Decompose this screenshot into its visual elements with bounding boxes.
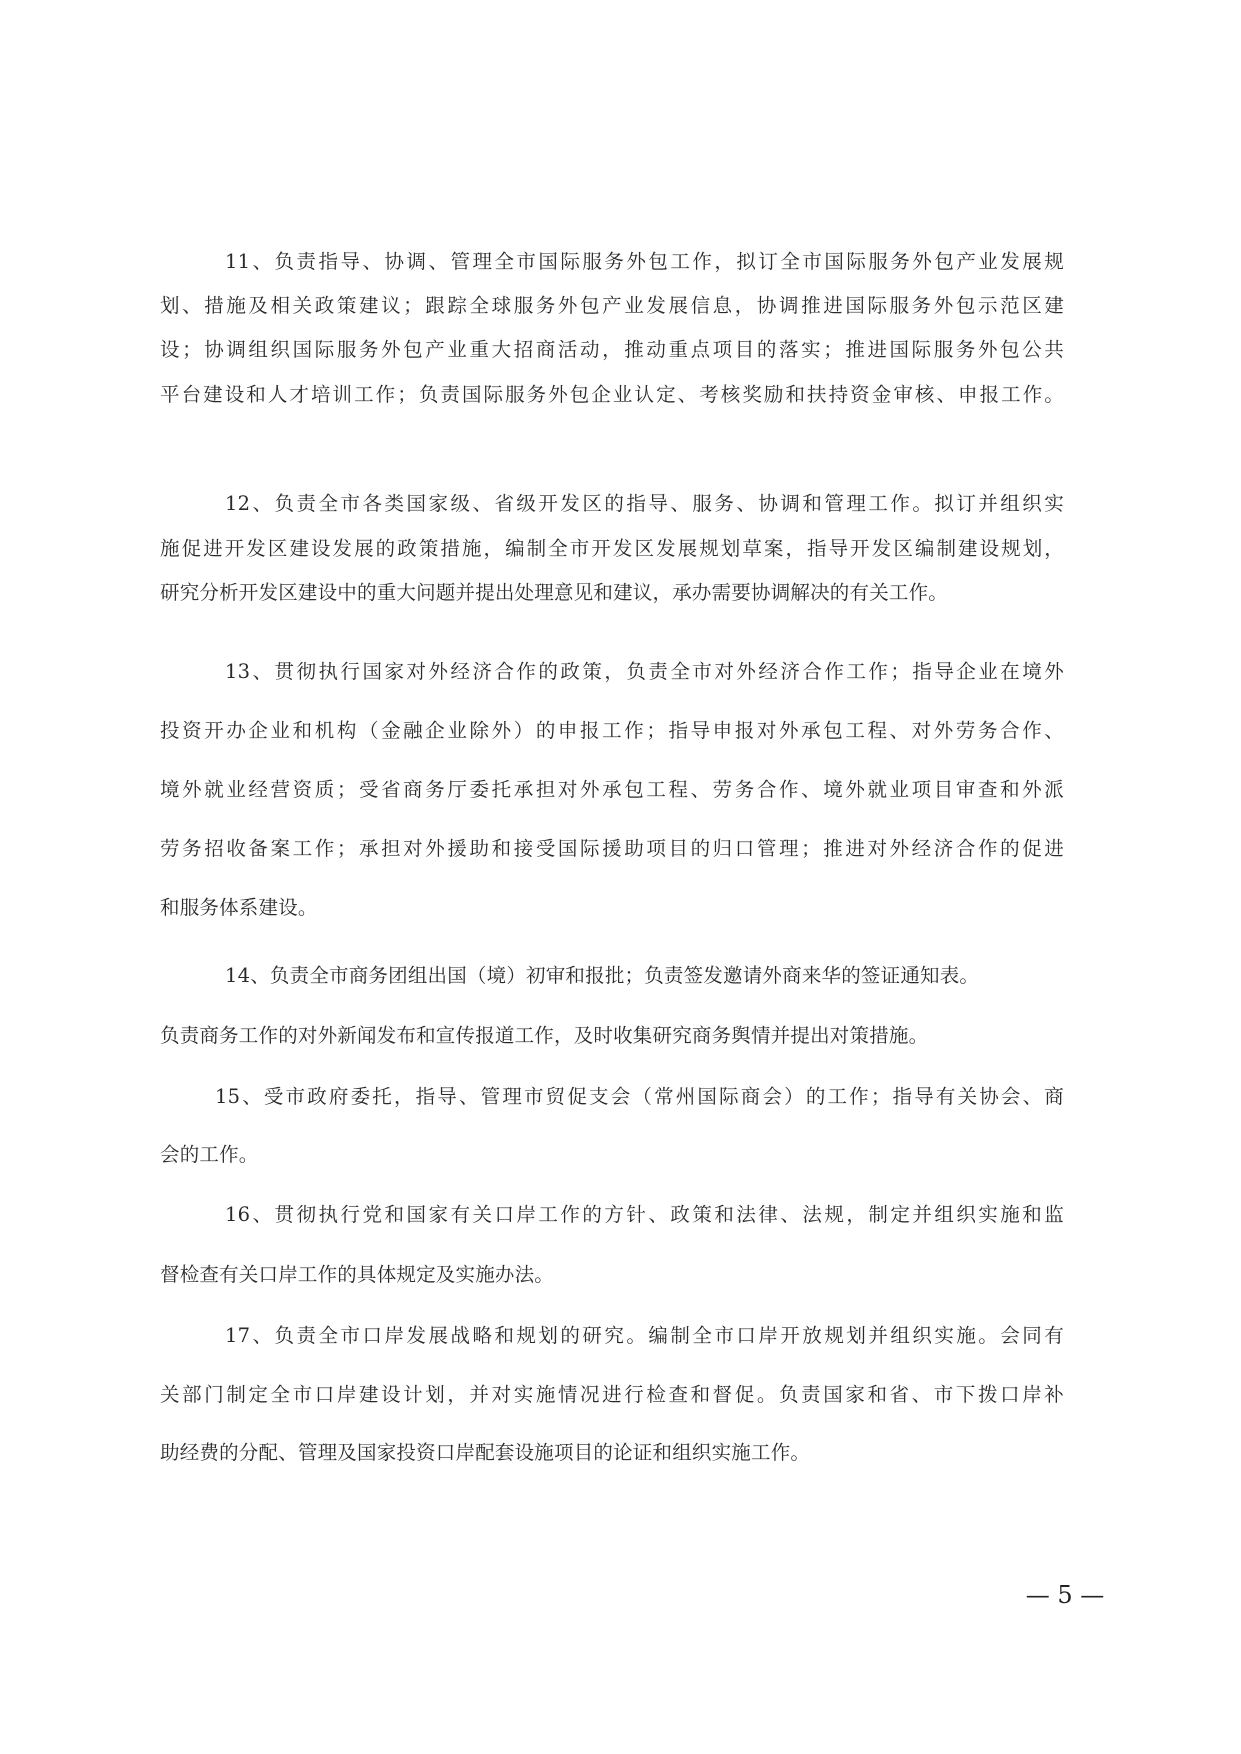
paragraph-line: 划、措施及相关政策建议；跟踪全球服务外包产业发展信息，协调推进国际服务外包示范区建 bbox=[160, 294, 1064, 317]
paragraph-line: 设；协调组织国际服务外包产业重大招商活动，推动重点项目的落实；推进国际服务外包公共 bbox=[160, 338, 1064, 361]
paragraph-line: 督检查有关口岸工作的具体规定及实施办法。 bbox=[160, 1263, 555, 1286]
page-number: — 5 — bbox=[1025, 1581, 1105, 1609]
paragraph-line: 15、受市政府委托，指导、管理市贸促支会（常州国际商会）的工作；指导有关协会、商 bbox=[215, 1085, 1064, 1108]
paragraph-line: 平台建设和人才培训工作；负责国际服务外包企业认定、考核奖励和扶持资金审核、申报工作。 bbox=[160, 383, 1064, 406]
paragraph-line: 负责商务工作的对外新闻发布和宣传报道工作，及时收集研究商务舆情并提出对策措施。 bbox=[160, 1024, 929, 1047]
paragraph-line: 17、负责全市口岸发展战略和规划的研究。编制全市口岸开放规划并组织实施。会同有 bbox=[225, 1324, 1064, 1347]
paragraph-line: 研究分析开发区建设中的重大问题并提出处理意见和建议，承办需要协调解决的有关工作。 bbox=[160, 581, 949, 604]
paragraph-line: 助经费的分配、管理及国家投资口岸配套设施项目的论证和组织实施工作。 bbox=[160, 1441, 811, 1464]
paragraph-line: 12、负责全市各类国家级、省级开发区的指导、服务、协调和管理工作。拟订并组织实 bbox=[225, 492, 1064, 515]
paragraph-line: 会的工作。 bbox=[160, 1143, 259, 1166]
paragraph-line: 关部门制定全市口岸建设计划，并对实施情况进行检查和督促。负责国家和省、市下拨口岸补 bbox=[160, 1383, 1064, 1406]
paragraph-line: 16、贯彻执行党和国家有关口岸工作的方针、政策和法律、法规，制定并组织实施和监 bbox=[225, 1203, 1064, 1226]
paragraph-line: 13、贯彻执行国家对外经济合作的政策，负责全市对外经济合作工作；指导企业在境外 bbox=[225, 660, 1064, 683]
paragraph-line: 劳务招收备案工作；承担对外援助和接受国际援助项目的归口管理；推进对外经济合作的促进 bbox=[160, 837, 1064, 860]
paragraph-line: 施促进开发区建设发展的政策措施，编制全市开发区发展规划草案，指导开发区编制建设规划， bbox=[160, 537, 1064, 560]
paragraph-line: 14、负责全市商务团组出国（境）初审和报批；负责签发邀请外商来华的签证通知表。 bbox=[225, 964, 980, 987]
paragraph-line: 境外就业经营资质；受省商务厅委托承担对外承包工程、劳务合作、境外就业项目审查和外派 bbox=[160, 778, 1064, 801]
paragraph-line: 11、负责指导、协调、管理全市国际服务外包工作，拟订全市国际服务外包产业发展规 bbox=[225, 250, 1064, 273]
paragraph-line: 和服务体系建设。 bbox=[160, 896, 318, 919]
paragraph-line: 投资开办企业和机构（金融企业除外）的申报工作；指导申报对外承包工程、对外劳务合作、 bbox=[160, 719, 1064, 742]
